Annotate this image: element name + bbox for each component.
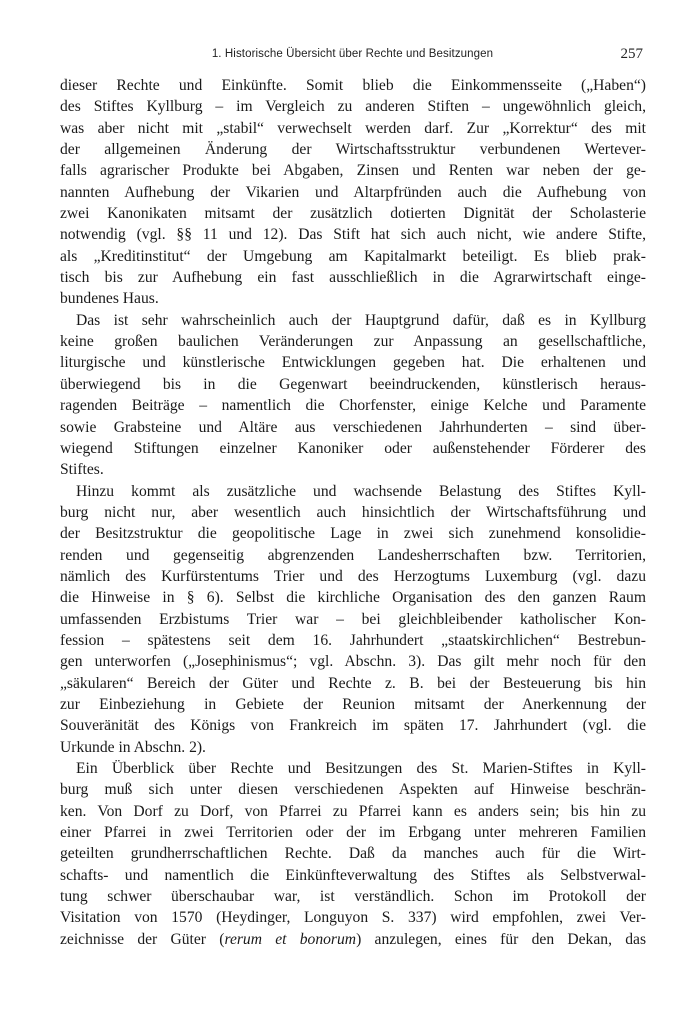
running-title: 1. Historische Übersicht über Rechte und Besitzungen [211, 48, 494, 60]
text-line: des Stiftes Kyllburg – im Vergleich zu anderen Stiften – ungewöhnlich gleich, [60, 98, 646, 116]
text-line: einer Pfarrei in zwei Territorien oder der im Erbgang unter mehreren Familien [60, 824, 646, 842]
text-line: überwiegend bis in die Gegenwart beeindruckenden, künstlerisch heraus- [60, 375, 646, 393]
paragraph-1 [60, 75, 646, 310]
text-line: Souveränität des Königs von Frankreich im späten 17. Jahrhundert (vgl. die [60, 717, 646, 735]
text-line: burg nicht nur, aber wesentlich auch hinsichtlich der Wirtschaftsführung und [60, 503, 646, 521]
text-line: fession – spätestens seit dem 16. Jahrhundert „staatskirchlichen“ Bestrebun- [60, 631, 646, 649]
text-line: die Hinweise in § 6). Selbst die kirchliche Organisation des den ganzen Raum [60, 589, 646, 607]
text-line: nannten Aufhebung der Vikarien und Altarpfründen auch die Aufhebung von [60, 183, 646, 201]
text-line: Visitation von 1570 (Heydinger, Longuyon S. 337) wird empfohlen, zwei Ver- [60, 909, 646, 927]
text-line: nämlich des Kurfürstentums Trier und des Herzogtums Luxemburg (vgl. dazu [60, 567, 646, 585]
text-line: Urkunde in Abschn. 2). [60, 738, 206, 756]
text-line: zur Einbeziehung in Gebiete der Reunion mitsamt der Anerkennung der [60, 695, 646, 713]
text-line: renden und gegenseitig abgrenzenden Landesherrschaften bzw. Territorien, [60, 546, 646, 564]
text-line: sowie Grabsteine und Altäre aus verschiedenen Jahrhunderten – sind über- [60, 418, 646, 436]
text-line: Ein Überblick über Rechte und Besitzungen des St. Marien-Stiftes in Kyll- [76, 760, 646, 777]
text-line: notwendig (vgl. §§ 11 und 12). Das Stift hat sich auch nicht, wie andere Stifte, [60, 226, 646, 244]
body-text [60, 75, 646, 950]
text-line: tisch bis zur Aufhebung ein fast ausschließlich in die Agrarwirtschaft einge- [60, 269, 646, 287]
paragraph-3 [60, 481, 646, 758]
text-line: wiegend Stiftungen einzelner Kanoniker oder außenstehender Förderer des [60, 439, 646, 457]
text-line: ragenden Beiträge – namentlich die Chorfenster, einige Kelche und Paramente [60, 397, 646, 415]
text-line: zwei Kanonikaten mitsamt der zusätzlich dotierten Dignität der Scholasterie [60, 205, 646, 223]
text-segment: zeichnisse der Güter ( [60, 930, 225, 948]
text-line: tung schwer überschaubar war, ist verständlich. Schon im Protokoll der [60, 888, 646, 906]
text-line: der Besitzstruktur die geopolitische Lage in zwei sich zunehmend konsolidie- [60, 525, 646, 543]
page-number: 257 [620, 46, 643, 62]
text-line: „säkularen“ Bereich der Güter und Rechte z. B. bei der Besteuerung bis hin [60, 674, 646, 692]
text-line: umfassenden Erzbistums Trier war – bei gleichbleibender katholischer Kon- [60, 610, 646, 628]
text-line: der allgemeinen Änderung der Wirtschaftsstruktur verbundenen Wertever- [60, 141, 646, 159]
paragraph-4 [60, 758, 646, 950]
text-line: schafts- und namentlich die Einkünfteverwaltung des Stiftes als Selbstverwal- [60, 866, 646, 884]
text-segment: ) anzulegen, eines für den Dekan, das [356, 930, 647, 948]
italic-latin-phrase: rerum et bonorum [224, 930, 357, 948]
text-line: Stiftes. [60, 461, 104, 479]
text-line: falls agrarischer Produkte bei Abgaben, Zinsen und Renten war neben der ge- [60, 162, 646, 180]
text-line: geteilten grundherrschaftlichen Rechte. Daß da manches auch für die Wirt- [60, 845, 646, 863]
text-line-mixed [60, 929, 646, 950]
text-line: als „Kreditinstitut“ der Umgebung am Kapitalmarkt beteiligt. Es blieb prak- [60, 247, 646, 265]
text-line: ken. Von Dorf zu Dorf, von Pfarrei zu Pfarrei kann es anders sein; bis hin zu [60, 802, 646, 820]
paragraph-2 [60, 310, 646, 481]
text-line: Hinzu kommt als zusätzliche und wachsende Belastung des Stiftes Kyll- [76, 482, 646, 500]
text-line: keine großen baulichen Veränderungen zur Anpassung an gesellschaftliche, [60, 333, 646, 351]
text-line: gen unterworfen („Josephinismus“; vgl. Abschn. 3). Das gilt mehr noch für den [60, 653, 646, 671]
text-line: bundenes Haus. [60, 290, 159, 308]
running-head [60, 46, 645, 66]
text-line: dieser Rechte und Einkünfte. Somit blieb die Einkommensseite („Haben“) [60, 77, 646, 94]
text-line: was aber nicht mit „stabil“ verwechselt werden darf. Zur „Korrektur“ des mit [60, 119, 646, 137]
text-line: liturgische und künstlerische Entwicklungen gegeben hat. Die erhaltenen und [60, 354, 646, 372]
text-line: Das ist sehr wahrscheinlich auch der Hauptgrund dafür, daß es in Kyllburg [76, 311, 646, 329]
text-line: burg muß sich unter diesen verschiedenen Aspekten auf Hinweise beschrän- [60, 781, 646, 799]
